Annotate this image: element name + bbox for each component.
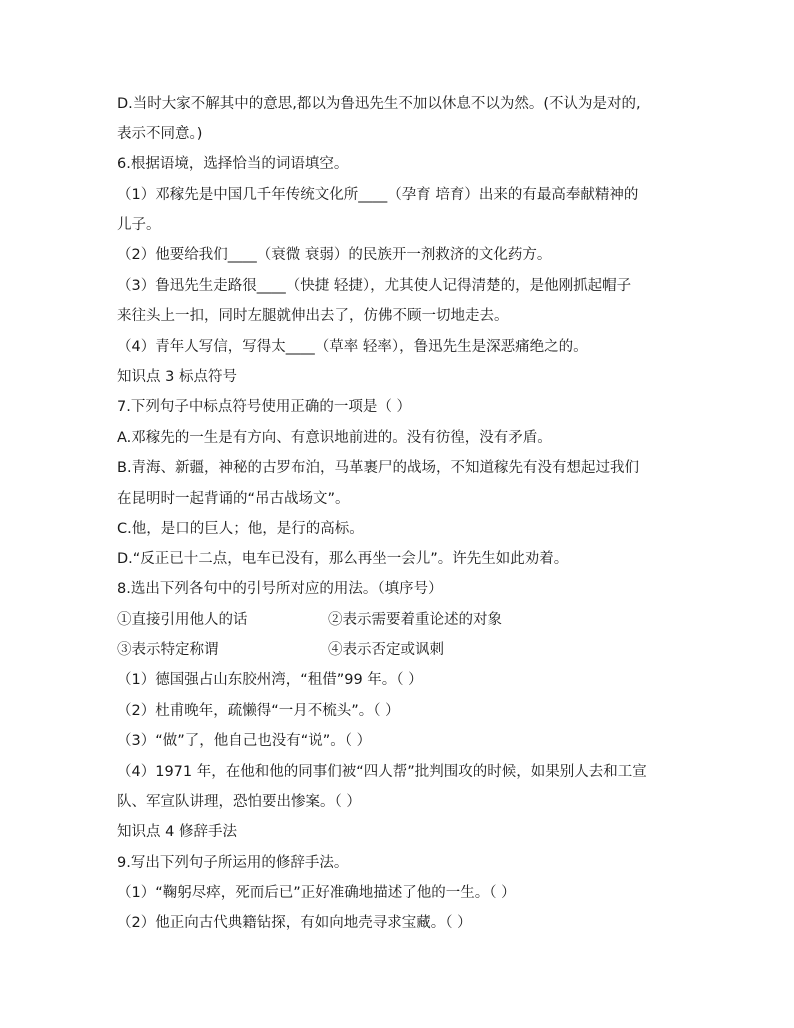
question-heading: 7.下列句子中标点符号使用正确的一项是（ ） <box>117 399 411 415</box>
text-line: （4）1971 年，在他和他的同事们被“四人帮”批判围攻的时候，如果别人去和工宣 <box>117 764 647 780</box>
option-item: ④表示否定或讽刺 <box>328 642 444 658</box>
text-line: 队、军宣队讲理，恐怕要出惨案。（ ） <box>117 794 361 810</box>
text-line: 表示不同意。) <box>117 126 203 142</box>
question-heading: 8.选出下列各句中的引号所对应的用法。（填序号） <box>117 581 443 597</box>
question-heading: 6.根据语境，选择恰当的词语填空。 <box>117 156 349 172</box>
text-line: （1）德国强占山东胶州湾，“租借”99 年。（ ） <box>117 672 423 688</box>
question-heading: 9.写出下列句子所运用的修辞手法。 <box>117 855 349 871</box>
text-line: （1）“鞠躬尽瘁，死而后已”正好准确地描述了他的一生。（ ） <box>117 885 516 901</box>
text-line: D.“反正已十二点，电车已没有，那么再坐一会儿”。许先生如此劝着。 <box>117 551 569 567</box>
text-line: C.他，是口的巨人；他，是行的高标。 <box>117 521 364 537</box>
text-line: B.青海、新疆，神秘的古罗布泊，马革裹尸的战场，不知道稼先有没有想起过我们 <box>117 460 640 476</box>
text-line: （3）鲁迅先生走路很____（快捷 轻捷），尤其使人记得清楚的，是他刚抓起帽子 <box>117 278 632 294</box>
text-line: 在昆明时一起背诵的“吊古战场文”。 <box>117 491 350 507</box>
text-line: （2）杜甫晚年，疏懒得“一月不梳头”。（ ） <box>117 703 400 719</box>
text-line: （4）青年人写信，写得太____（草率 轻率），鲁迅先生是深恶痛绝之的。 <box>117 339 588 355</box>
text-line: A.邓稼先的一生是有方向、有意识地前进的。没有彷徨，没有矛盾。 <box>117 430 552 446</box>
section-heading: 知识点 4 修辞手法 <box>117 824 237 840</box>
text-line: 儿子。 <box>117 217 161 233</box>
option-item: ③表示特定称谓 <box>117 642 219 658</box>
text-line: （3）“做”了，他自己也没有“说”。（ ） <box>117 733 372 749</box>
text-line: （1）邓稼先是中国几千年传统文化所____（孕育 培育）出来的有最高奉献精神的 <box>117 187 639 203</box>
text-line: （2）他要给我们____（衰微 衰弱）的民族开一剂救济的文化药方。 <box>117 247 552 263</box>
option-item: ②表示需要着重论述的对象 <box>328 612 502 628</box>
text-line: 来往头上一扣，同时左腿就伸出去了，仿佛不顾一切地走去。 <box>117 308 509 324</box>
text-line: D.当时大家不解其中的意思,都以为鲁迅先生不加以休息不以为然。(不认为是对的, <box>117 96 641 112</box>
option-item: ①直接引用他人的话 <box>117 612 248 628</box>
section-heading: 知识点 3 标点符号 <box>117 369 237 385</box>
text-line: （2）他正向古代典籍钻探，有如向地壳寻求宝藏。（ ） <box>117 915 472 931</box>
